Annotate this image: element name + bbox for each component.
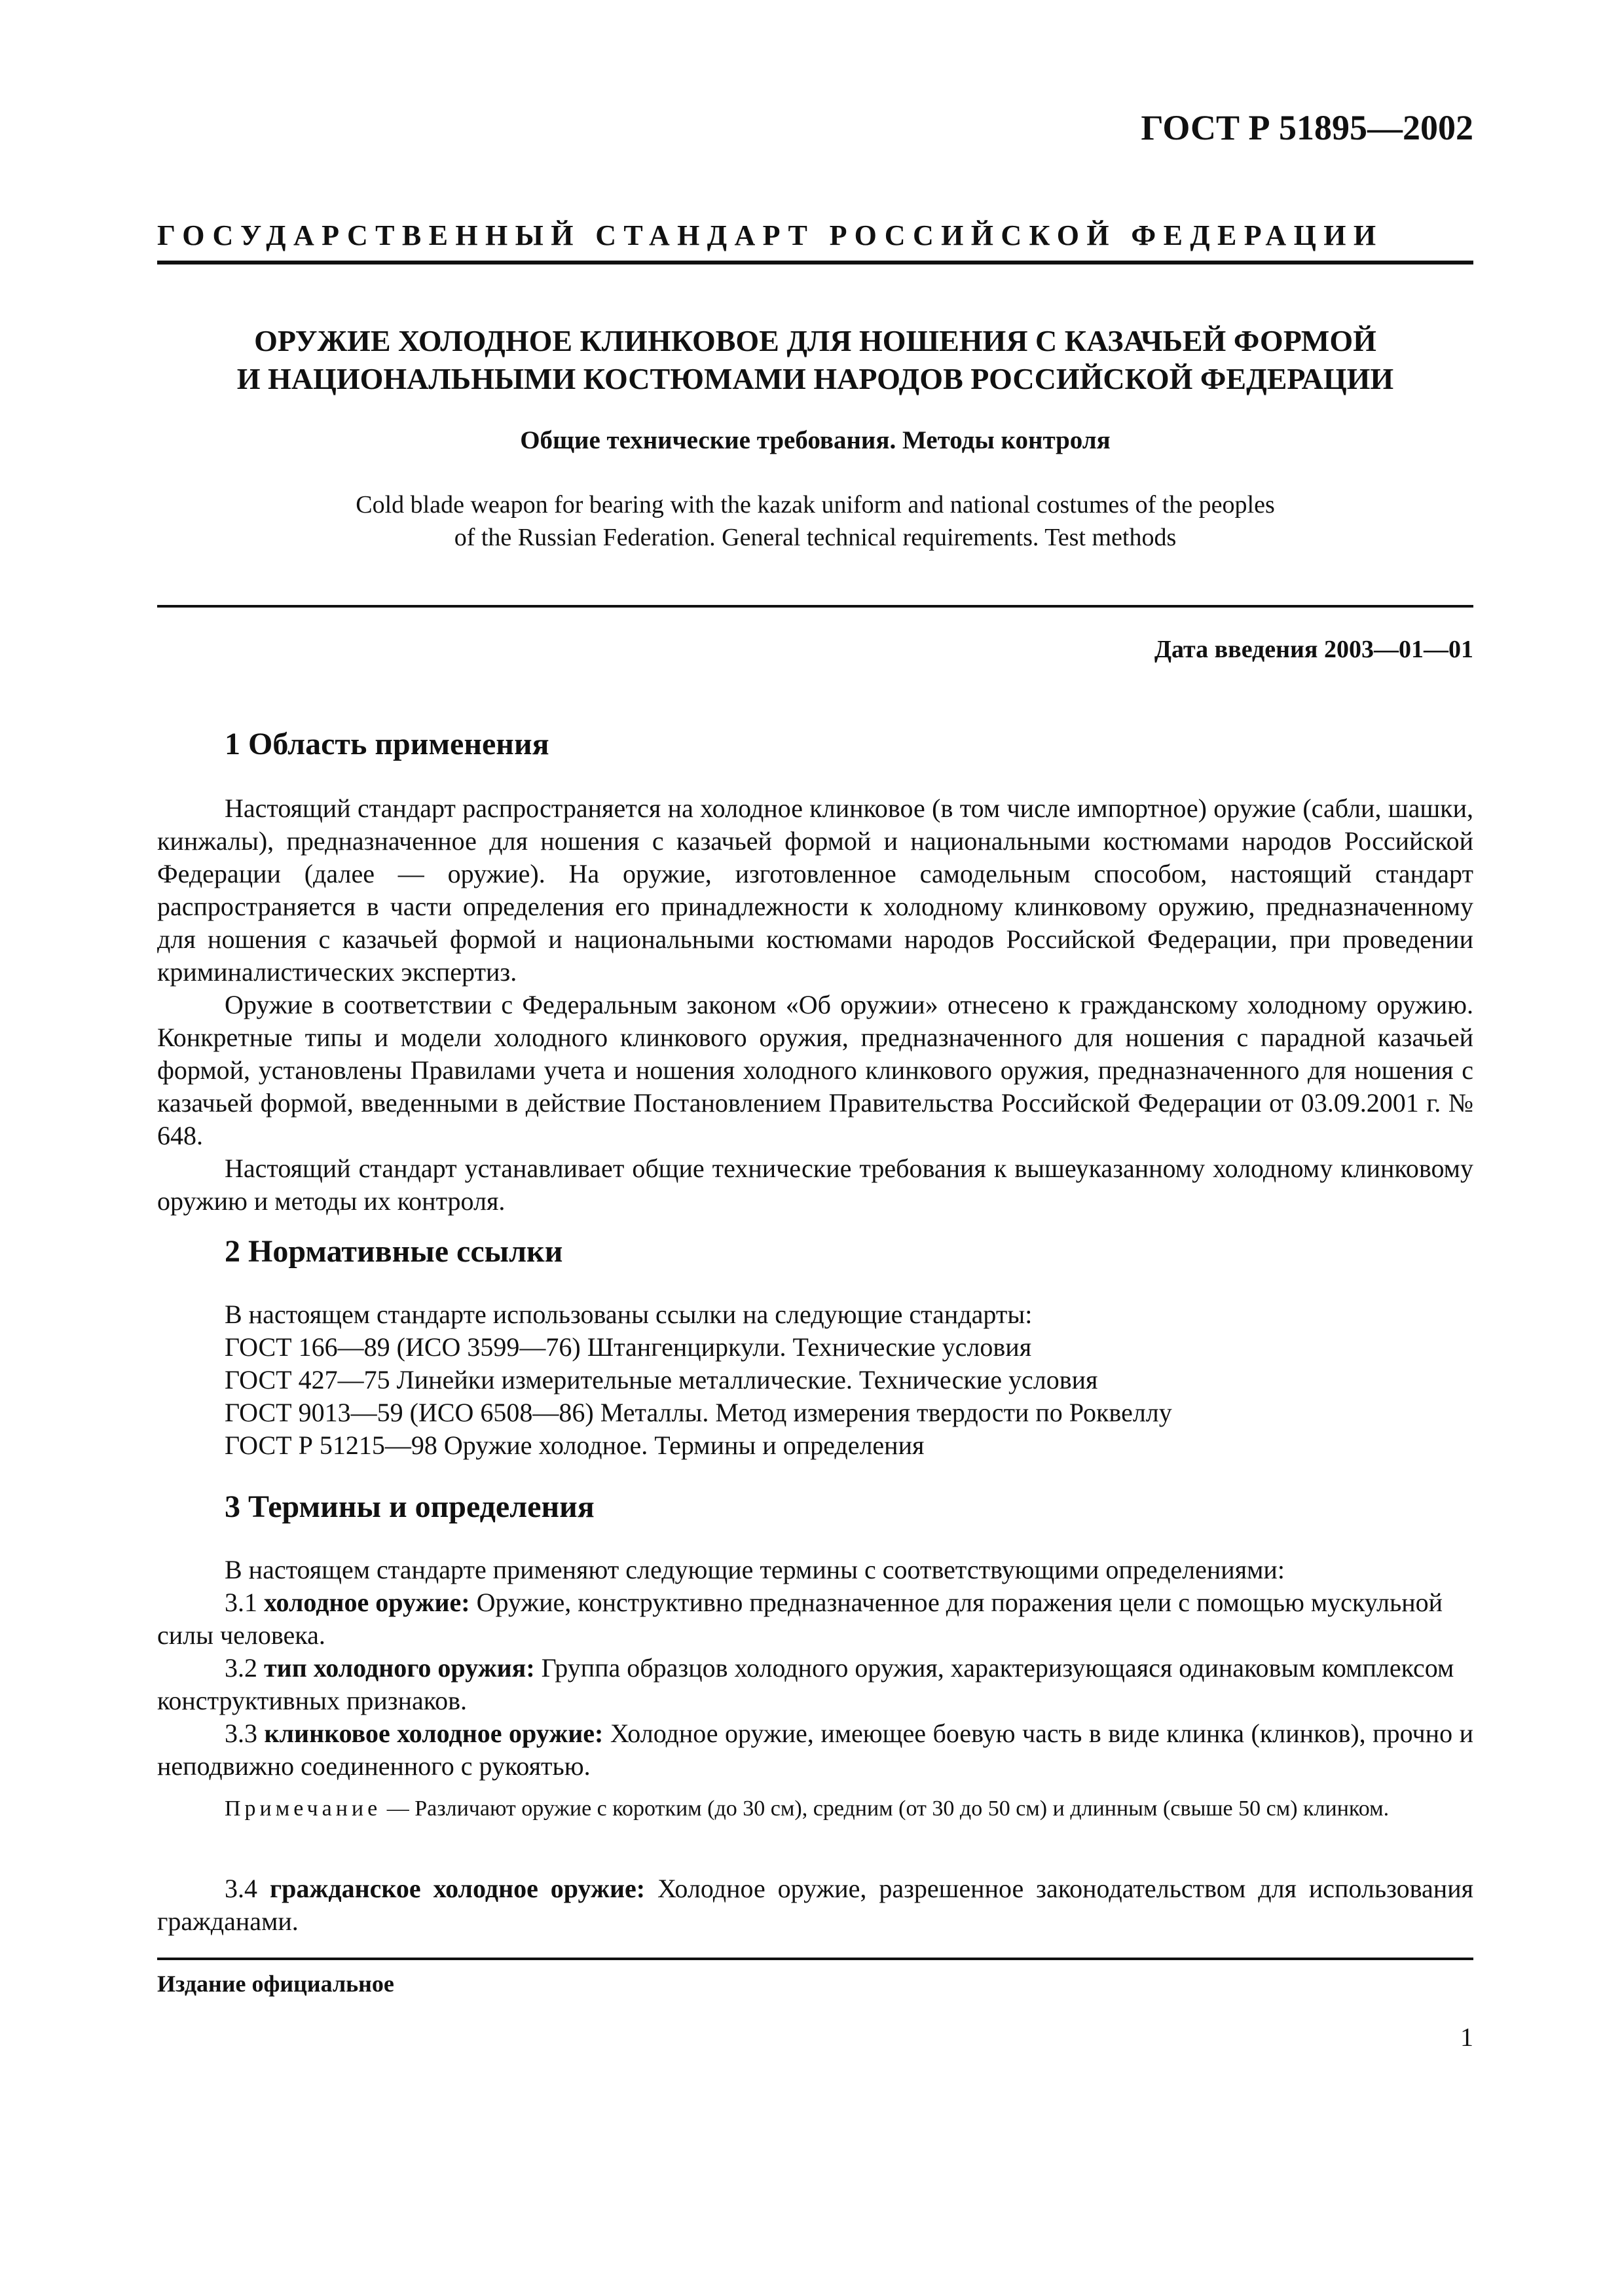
- title-ru-line-2: И НАЦИОНАЛЬНЫМИ КОСТЮМАМИ НАРОДОВ РОССИЙСКОЙ ФЕДЕРАЦИИ: [236, 362, 1394, 395]
- note: [157, 1794, 1473, 1824]
- title-rule: [157, 605, 1473, 608]
- document-title-en: [157, 488, 1473, 554]
- page-number: 1: [1460, 2022, 1473, 2052]
- term-number: 3.3: [225, 1719, 257, 1748]
- term-definition: Холодное оружие, имеющее боевую часть в виде клинка (клинков), прочно и неподвижно соединенного с рукоятью.: [157, 1719, 1474, 1781]
- section-3-intro: В настоящем стандарте применяют следующие термины с соответствующими определениями:: [225, 1555, 1285, 1584]
- section-1-heading: 1 Область применения: [225, 727, 549, 761]
- term-3-2: [157, 1652, 1473, 1717]
- term-name: клинковое холодное оружие:: [264, 1719, 604, 1748]
- section-1-paragraph-2: Оружие в соответствии с Федеральным законом «Об оружии» отнесено к гражданскому холодному оружию. Конкретные типы и модели холодного клинкового оружия, предназначенного для ношения с парадной казачьей формой, установлены Правилами учета и ношения холодного клинкового оружия, предназначенного для ношения с казачьей формой, введенными в действие Постановлением Правительства Российской Федерации от 03.09.2001 г. № 648.: [157, 990, 1473, 1150]
- term-number: 3.2: [225, 1653, 257, 1683]
- section-1-paragraph-3: Настоящий стандарт устанавливает общие технические требования к вышеуказанному холодному клинковому оружию и методы их контроля.: [157, 1154, 1473, 1216]
- section-2-heading: 2 Нормативные ссылки: [225, 1234, 563, 1269]
- term-definition: Холодное оружие, разрешенное законодательством для использования гражданами.: [157, 1874, 1474, 1936]
- term-number: 3.1: [225, 1588, 257, 1617]
- note-label: Примечание: [225, 1796, 382, 1821]
- footer-rule: [157, 1958, 1473, 1960]
- term-name: холодное оружие:: [264, 1588, 470, 1617]
- reference-item: ГОСТ 9013—59 (ИСО 6508—86) Металлы. Метод измерения твердости по Роквеллу: [225, 1398, 1172, 1427]
- note-text: — Различают оружие с коротким (до 30 см), средним (от 30 до 50 см) и длинным (свыше 50 см) клинком.: [386, 1796, 1390, 1821]
- official-edition-label: Издание официальное: [157, 1971, 394, 1997]
- term-3-4: [157, 1872, 1473, 1938]
- title-en-line-1: Cold blade weapon for bearing with the kazak uniform and national costumes of the peoples: [356, 491, 1275, 519]
- term-3-1: [157, 1586, 1473, 1652]
- section-3-heading: 3 Термины и определения: [225, 1489, 595, 1524]
- introduction-date: Дата введения 2003—01—01: [1154, 636, 1473, 663]
- section-1-paragraph-1: Настоящий стандарт распространяется на холодное клинковое (в том числе импортное) оружие (сабли, шашки, кинжалы), предназначенное для ношения с казачьей формой и национальными костюмами народов Российской Федерации (далее — оружие). На оружие, изготовленное самодельным способом, настоящий стандарт распространяется в части определения его принадлежности к холодному клинковому оружию, предназначенному для ношения с казачьей формой и национальными костюмами народов Российской Федерации, при проведении криминалистических экспертиз.: [157, 793, 1473, 987]
- term-definition: Оружие, конструктивно предназначенное для поражения цели с помощью мускульной силы человека.: [157, 1588, 1443, 1650]
- term-number: 3.4: [225, 1874, 257, 1903]
- reference-item: ГОСТ 166—89 (ИСО 3599—76) Штангенциркули. Технические условия: [225, 1332, 1032, 1362]
- header-rule: [157, 261, 1473, 264]
- document-title-ru: [157, 322, 1473, 398]
- section-2-intro: В настоящем стандарте использованы ссылки на следующие стандарты:: [225, 1300, 1033, 1329]
- state-standard-title: ГОСУДАРСТВЕННЫЙ СТАНДАРТ РОССИЙСКОЙ ФЕДЕРАЦИИ: [157, 219, 1384, 251]
- term-name: тип холодного оружия:: [264, 1653, 535, 1683]
- title-en-line-2: of the Russian Federation. General technical requirements. Test methods: [454, 524, 1177, 551]
- reference-item: ГОСТ Р 51215—98 Оружие холодное. Термины и определения: [225, 1430, 925, 1460]
- title-ru-line-1: ОРУЖИЕ ХОЛОДНОЕ КЛИНКОВОЕ ДЛЯ НОШЕНИЯ С КАЗАЧЬЕЙ ФОРМОЙ: [254, 324, 1376, 357]
- term-definition: Группа образцов холодного оружия, характеризующаяся одинаковым комплексом конструктивных признаков.: [157, 1653, 1454, 1715]
- document-subtitle: Общие технические требования. Методы контроля: [520, 426, 1111, 454]
- document-code: ГОСТ Р 51895—2002: [1141, 108, 1473, 147]
- term-3-3: [157, 1717, 1473, 1783]
- reference-item: ГОСТ 427—75 Линейки измерительные металлические. Технические условия: [225, 1365, 1098, 1394]
- term-name: гражданское холодное оружие:: [269, 1874, 646, 1903]
